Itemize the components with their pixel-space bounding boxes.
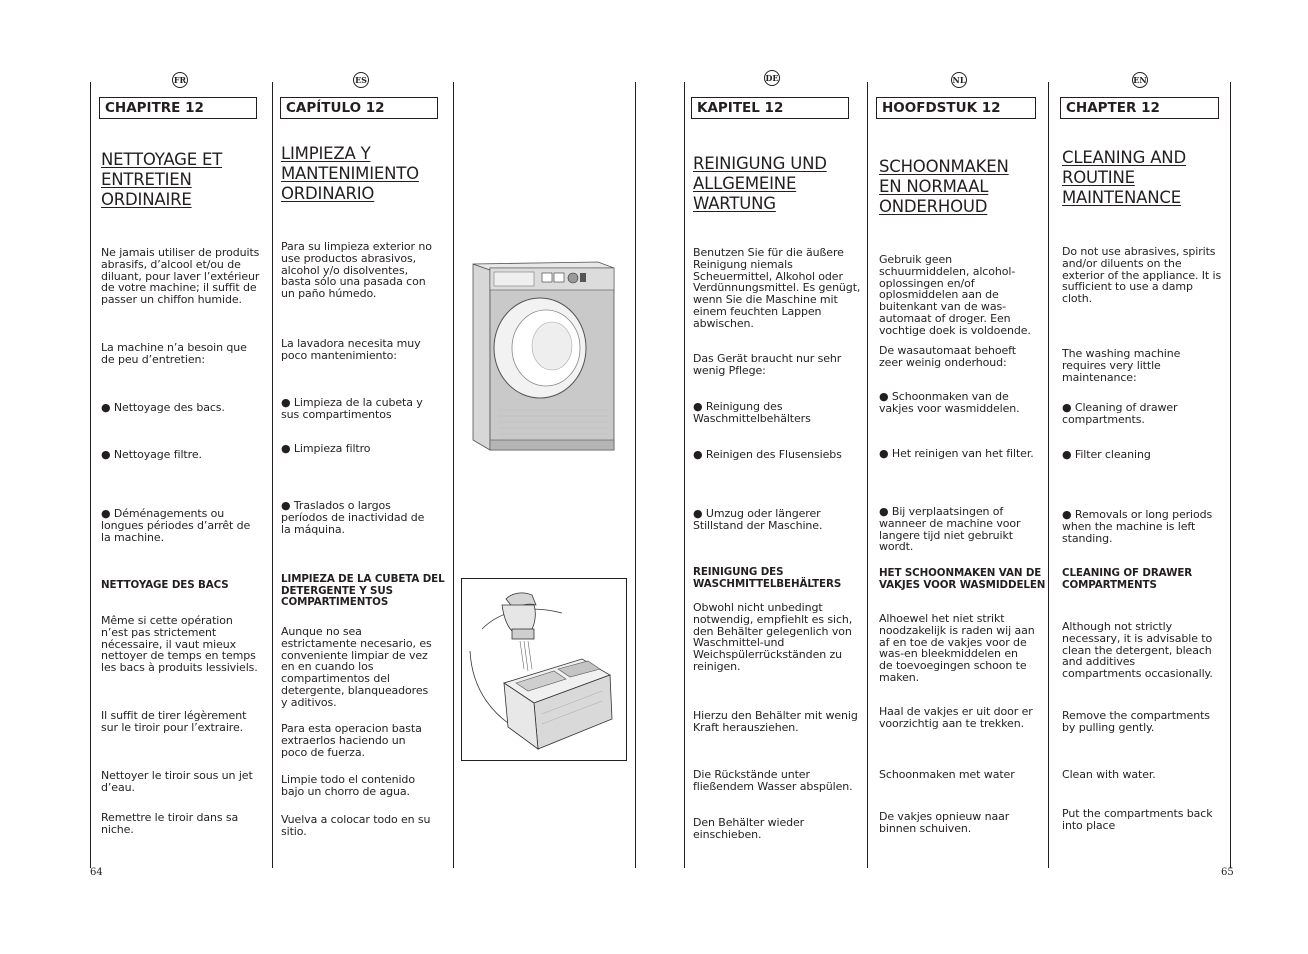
bullet-item: ● Cleaning of drawer compartments. <box>1062 401 1178 426</box>
paragraph: Il suffit de tirer légèrement sur le tiroir pour l’extraire. <box>101 709 247 734</box>
page-number-right: 65 <box>1221 867 1234 878</box>
language-badge-de: DE <box>764 70 780 86</box>
chapter-label: CHAPTER 12 <box>1060 97 1219 119</box>
page-number-left: 64 <box>90 867 103 878</box>
language-badge-fr: FR <box>172 72 188 88</box>
bullet-item: ● Umzug oder längerer Stillstand der Maschine. <box>693 507 823 532</box>
bullet-item: ● Limpieza de la cubeta y sus compartimentos <box>281 396 423 421</box>
subheading: NETTOYAGE DES BACS <box>101 579 229 591</box>
paragraph: Aunque no sea estrictamente necesario, es conveniente limpiar de vez en en cuando los compartimentos del detergente, blanqueadores y aditivos. <box>281 625 432 709</box>
column-rule <box>684 82 685 868</box>
paragraph: Para su limpieza exterior no use productos abrasivos, alcohol y/o disolventes, basta sólo una pasada con un paño húmedo. <box>281 240 432 301</box>
column-rule <box>90 82 91 868</box>
section-title: REINIGUNG UND ALLGEMEINE WARTUNG <box>693 154 827 213</box>
illustration-washing-machine <box>468 260 618 456</box>
paragraph: Benutzen Sie für die äußere Reinigung niemals Scheuermittel, Alkohol oder Verdünnungsmittel. Es genügt, wenn Sie die Maschine mit einem feuchten Lappen abwischen. <box>693 246 861 330</box>
bullet-item: ● Reinigen des Flusensiebs <box>693 448 842 461</box>
paragraph: De vakjes opnieuw naar binnen schuiven. <box>879 810 1010 835</box>
bullet-item: ● Reinigung des Waschmittelbehälters <box>693 400 811 425</box>
paragraph: Haal de vakjes er uit door er voorzichtig aan te trekken. <box>879 705 1033 730</box>
paragraph: Although not strictly necessary, it is advisable to clean the detergent, bleach and additives compartments occasionally. <box>1062 620 1213 681</box>
paragraph: Das Gerät braucht nur sehr wenig Pflege: <box>693 352 842 377</box>
paragraph: Vuelva a colocar todo en su sitio. <box>281 813 431 838</box>
paragraph: De wasautomaat behoeft zeer weinig onderhoud: <box>879 344 1016 369</box>
section-title: LIMPIEZA Y MANTENIMIENTO ORDINARIO <box>281 144 419 203</box>
paragraph: Hierzu den Behälter mit wenig Kraft herausziehen. <box>693 709 858 734</box>
column-rule <box>453 82 454 868</box>
paragraph: Do not use abrasives, spirits and/or diluents on the exterior of the appliance. It is sufficient to use a damp cloth. <box>1062 245 1222 306</box>
bullet-item: ● Déménagements ou longues périodes d’arrêt de la machine. <box>101 507 251 544</box>
paragraph: Obwohl nicht unbedingt notwendig, empfiehlt es sich, den Behälter gelegenlich von Waschmittel-und Weichspülerrückständen zu reinigen. <box>693 601 853 673</box>
paragraph: Clean with water. <box>1062 768 1156 781</box>
bullet-item: ● Traslados o largos períodos de inactividad de la máquina. <box>281 499 425 536</box>
paragraph: Put the compartments back into place <box>1062 807 1213 832</box>
paragraph: La lavadora necesita muy poco mantenimiento: <box>281 337 421 362</box>
chapter-label: HOOFDSTUK 12 <box>876 97 1036 119</box>
chapter-label: CAPÍTULO 12 <box>280 97 438 119</box>
paragraph: Limpie todo el contenido bajo un chorro de agua. <box>281 773 415 798</box>
bullet-item: ● Limpieza filtro <box>281 442 371 455</box>
paragraph: Remove the compartments by pulling gently. <box>1062 709 1210 734</box>
subheading: CLEANING OF DRAWER COMPARTMENTS <box>1062 567 1193 591</box>
illustration-drawer-cleaning <box>461 578 627 761</box>
paragraph: Ne jamais utiliser de produits abrasifs, d’alcool et/ou de diluant, pour laver l’extérieur de votre machine; il suffit de passer un chiffon humide. <box>101 246 260 307</box>
subheading: LIMPIEZA DE LA CUBETA DEL DETERGENTE Y SUS COMPARTIMENTOS <box>281 573 445 608</box>
bullet-item: ● Removals or long periods when the machine is left standing. <box>1062 508 1213 545</box>
bullet-item: ● Schoonmaken van de vakjes voor wasmiddelen. <box>879 390 1020 415</box>
paragraph: La machine n’a besoin que de peu d’entretien: <box>101 341 247 366</box>
column-rule <box>1048 82 1049 868</box>
paragraph: Den Behälter wieder einschieben. <box>693 816 805 841</box>
paragraph: Schoonmaken met water <box>879 768 1015 781</box>
language-badge-nl: NL <box>951 72 967 88</box>
section-title: SCHOONMAKEN EN NORMAAL ONDERHOUD <box>879 157 1009 216</box>
language-badge-es: ES <box>353 72 369 88</box>
bullet-item: ● Nettoyage des bacs. <box>101 401 225 414</box>
column-rule <box>272 82 273 868</box>
language-badge-en: EN <box>1132 72 1148 88</box>
column-rule <box>1230 82 1231 868</box>
paragraph: Remettre le tiroir dans sa niche. <box>101 811 239 836</box>
section-title: CLEANING AND ROUTINE MAINTENANCE <box>1062 148 1186 207</box>
column-rule <box>867 82 868 868</box>
subheading: REINIGUNG DES WASCHMITTELBEHÄLTERS <box>693 566 842 590</box>
chapter-label: KAPITEL 12 <box>691 97 849 119</box>
bullet-item: ● Filter cleaning <box>1062 448 1151 461</box>
paragraph: Alhoewel het niet strikt noodzakelijk is raden wij aan af en toe de vakjes voor de was-en bleekmiddelen en de toevoegingen schoon te maken. <box>879 612 1035 684</box>
paragraph: Même si cette opération n’est pas strictement nécessaire, il vaut mieux nettoyer de temps en temps les bacs à produits lessiviels. <box>101 614 258 675</box>
bullet-item: ● Het reinigen van het filter. <box>879 447 1034 460</box>
paragraph: Nettoyer le tiroir sous un jet d’eau. <box>101 769 253 794</box>
paragraph: Para esta operacion basta extraerlos haciendo un poco de fuerza. <box>281 722 422 759</box>
paragraph: The washing machine requires very little maintenance: <box>1062 347 1181 384</box>
chapter-label: CHAPITRE 12 <box>99 97 257 119</box>
bullet-item: ● Nettoyage filtre. <box>101 448 202 461</box>
paragraph: Die Rückstände unter fließendem Wasser abspülen. <box>693 768 853 793</box>
section-title: NETTOYAGE ET ENTRETIEN ORDINAIRE <box>101 150 223 209</box>
column-rule <box>635 82 636 868</box>
subheading: HET SCHOONMAKEN VAN DE VAKJES VOOR WASMIDDELEN <box>879 567 1046 591</box>
paragraph: Gebruik geen schuurmiddelen, alcohol- oplossingen en/of oplosmiddelen aan de buitenkant van de was- automaat of droger. Een vochtige doek is voldoende. <box>879 253 1031 337</box>
bullet-item: ● Bij verplaatsingen of wanneer de machine voor langere tijd niet gebruikt wordt. <box>879 505 1021 554</box>
